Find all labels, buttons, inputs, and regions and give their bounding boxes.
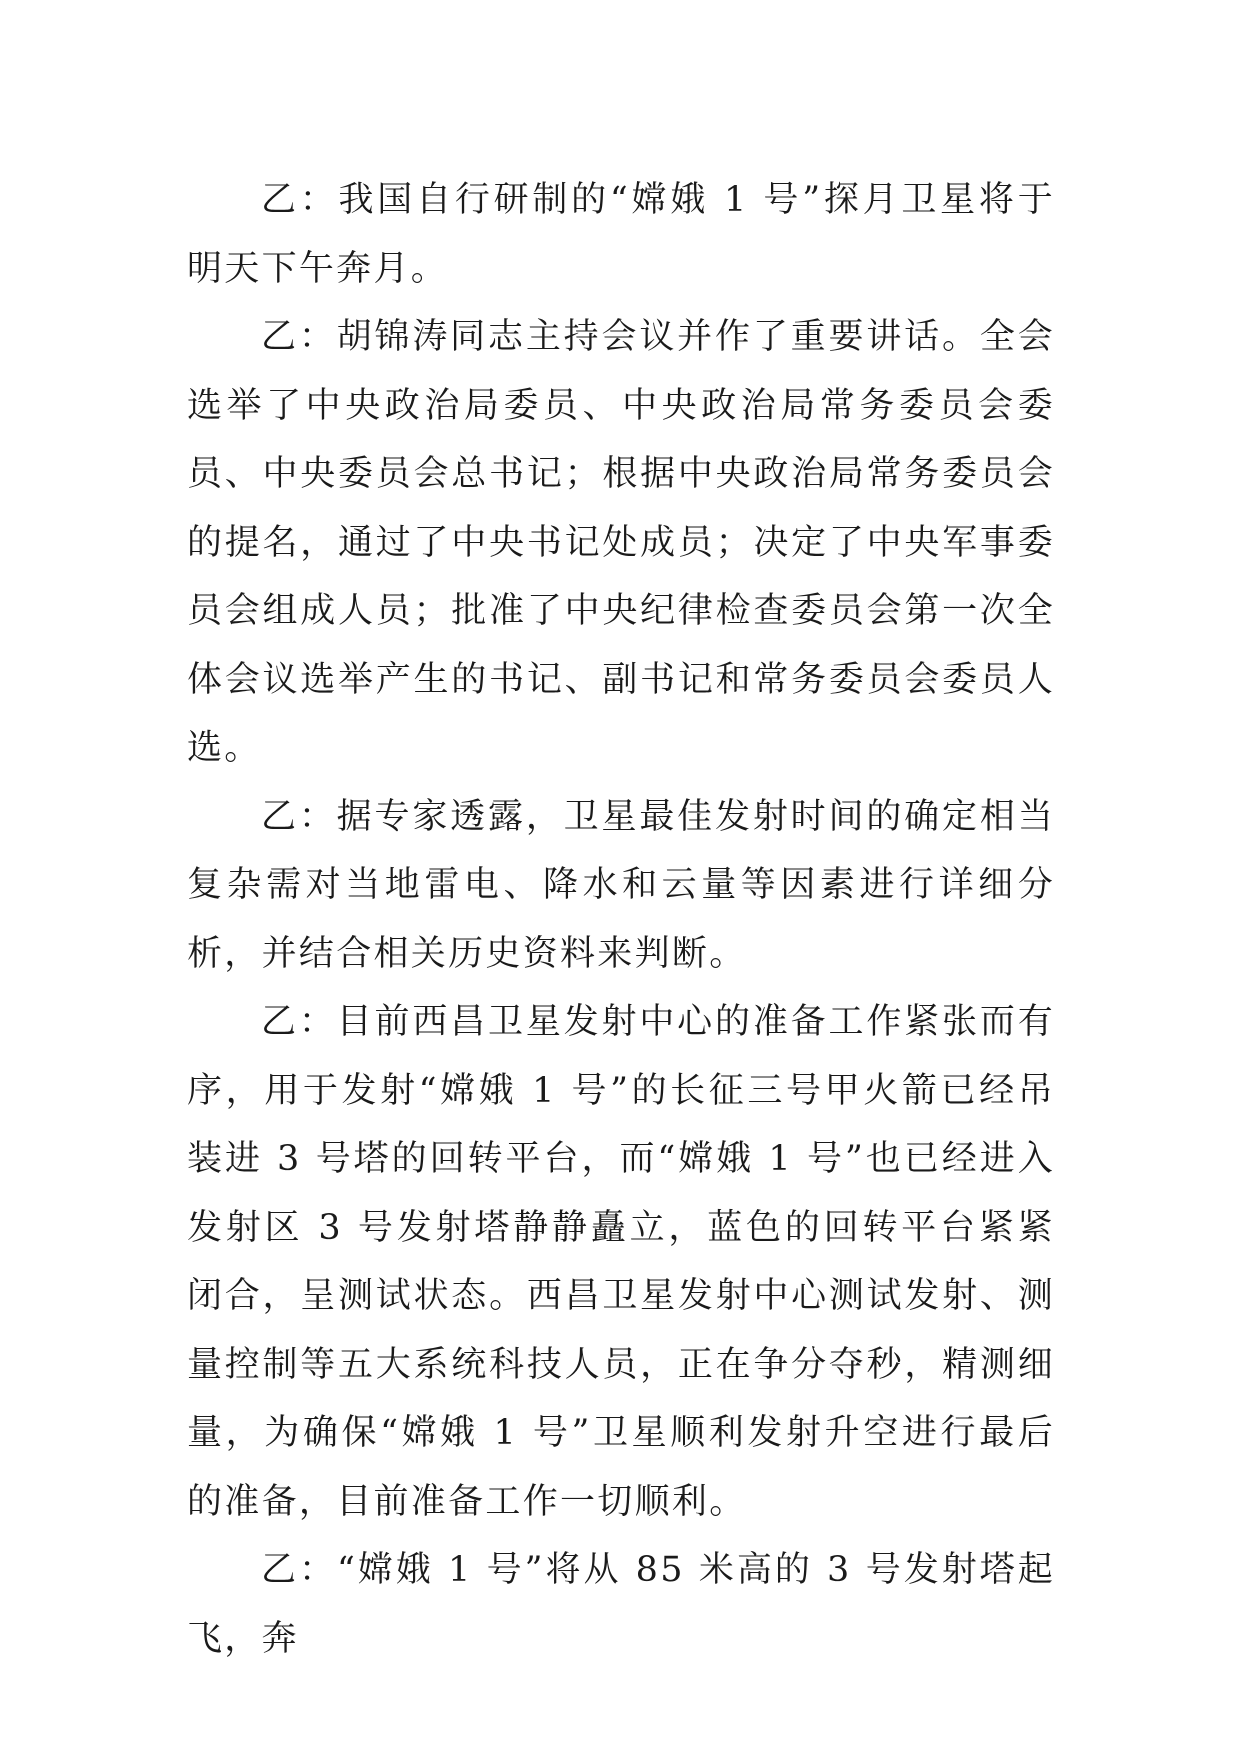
paragraph: 乙：据专家透露，卫星最佳发射时间的确定相当复杂需对当地雷电、降水和云量等因素进行详细分析，并结合相关历史资料来判断。: [187, 796, 1055, 974]
document-body: [187, 166, 1055, 1673]
paragraph: 乙：我国自行研制的“嫦娥 1 号”探月卫星将于明天下午奔月。: [187, 180, 1055, 289]
paragraph: 乙：胡锦涛同志主持会议并作了重要讲话。全会选举了中央政治局委员、中央政治局常务委员会委员、中央委员会总书记；根据中央政治局常务委员会的提名，通过了中央书记处成员；决定了中央军事委员会组成人员；批准了中央纪律检查委员会第一次全体会议选举产生的书记、副书记和常务委员会委员人选。: [187, 317, 1055, 768]
paragraph: 乙：“嫦娥 1 号”将从 85 米高的 3 号发射塔起飞，奔: [187, 1550, 1055, 1659]
paragraph: 乙：目前西昌卫星发射中心的准备工作紧张而有序，用于发射“嫦娥 1 号”的长征三号甲火箭已经吊装进 3 号塔的回转平台，而“嫦娥 1 号”也已经进入发射区 3 号发射塔静静矗立，蓝色的回转平台紧紧闭合，呈测试状态。西昌卫星发射中心测试发射、测量控制等五大系统科技人员，正在争分夺秒，精测细量，为确保“嫦娥 1 号”卫星顺利发射升空进行最后的准备，目前准备工作一切顺利。: [187, 1002, 1055, 1522]
